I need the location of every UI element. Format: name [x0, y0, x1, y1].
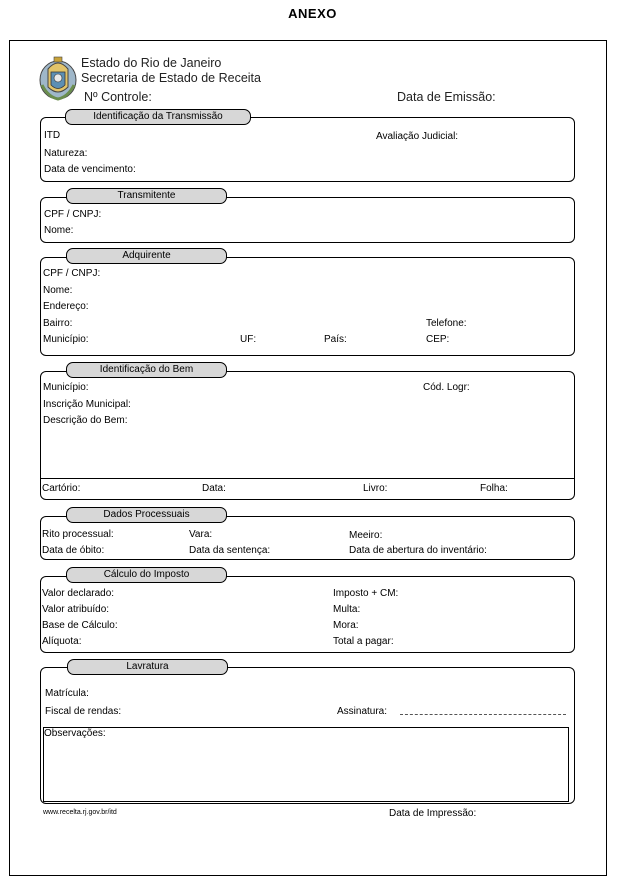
org-line-1: Estado do Rio de Janeiro: [81, 56, 222, 70]
sentenca-label: Data da sentença:: [189, 545, 271, 556]
folha-label: Folha:: [480, 483, 508, 494]
coat-of-arms-icon: [38, 55, 78, 101]
mora-label: Mora:: [333, 620, 359, 631]
abertura-label: Data de abertura do inventário:: [349, 545, 487, 556]
website-text: www.recelta.rj.gov.br/itd: [43, 809, 117, 816]
multa-label: Multa:: [333, 604, 361, 615]
assinatura-label: Assinatura:: [337, 706, 388, 717]
rito-label: Rito processual:: [42, 529, 114, 540]
section-bem: [40, 371, 575, 500]
natureza-label: Natureza:: [44, 148, 88, 159]
cartorio-label: Cartório:: [42, 483, 81, 494]
obito-label: Data de óbito:: [42, 545, 105, 556]
vencimento-label: Data de vencimento:: [44, 164, 136, 175]
fiscal-label: Fiscal de rendas:: [45, 706, 122, 717]
emissao-label: Data de Emissão:: [397, 90, 496, 104]
total-label: Total a pagar:: [333, 636, 394, 647]
page-title: ANEXO: [288, 6, 337, 21]
cod-logr-label: Cód. Logr:: [423, 382, 470, 393]
section-title-transmitente: Transmitente: [66, 188, 227, 204]
impressao-label: Data de Impressão:: [389, 808, 477, 819]
aliquota-label: Alíquota:: [42, 636, 82, 647]
bairro-label: Bairro:: [43, 318, 73, 329]
declarado-label: Valor declarado:: [42, 588, 115, 599]
inscricao-label: Inscrição Municipal:: [43, 399, 131, 410]
section-title-adquirente: Adquirente: [66, 248, 227, 264]
section-title-bem: Identificação do Bem: [66, 362, 227, 378]
atribuido-label: Valor atribuído:: [42, 604, 110, 615]
meeiro-label: Meeiro:: [349, 530, 383, 541]
livro-label: Livro:: [363, 483, 388, 494]
descricao-label: Descrição do Bem:: [43, 415, 128, 426]
section-title-lavratura: Lavratura: [67, 659, 228, 675]
org-line-2: Secretaria de Estado de Receita: [81, 71, 261, 85]
observacoes-label: Observações:: [44, 728, 106, 739]
cep-label: CEP:: [426, 334, 450, 345]
observacoes-box: [43, 727, 569, 802]
section-title-transmissao: Identificação da Transmissão: [65, 109, 251, 125]
imposto-cm-label: Imposto + CM:: [333, 588, 399, 599]
pais-label: País:: [324, 334, 347, 345]
section-title-processuais: Dados Processuais: [66, 507, 227, 523]
matricula-label: Matrícula:: [45, 688, 89, 699]
itd-label: ITD: [44, 130, 61, 141]
controle-label: Nº Controle:: [84, 90, 152, 104]
adquirente-cpf-label: CPF / CNPJ:: [43, 268, 101, 279]
transmitente-nome-label: Nome:: [44, 225, 74, 236]
signature-line: [400, 714, 566, 715]
endereco-label: Endereço:: [43, 301, 89, 312]
transmitente-cpf-label: CPF / CNPJ:: [44, 209, 102, 220]
section-calculo: [40, 576, 575, 653]
section-adquirente: [40, 257, 575, 356]
section-title-calculo: Cálculo do Imposto: [66, 567, 227, 583]
telefone-label: Telefone:: [426, 318, 467, 329]
vara-label: Vara:: [189, 529, 213, 540]
base-label: Base de Cálculo:: [42, 620, 118, 631]
bem-data-label: Data:: [202, 483, 226, 494]
bem-divider: [40, 478, 574, 479]
adquirente-municipio-label: Município:: [43, 334, 89, 345]
adquirente-nome-label: Nome:: [43, 285, 73, 296]
avaliacao-label: Avaliação Judicial:: [376, 131, 459, 142]
uf-label: UF:: [240, 334, 257, 345]
bem-municipio-label: Município:: [43, 382, 89, 393]
